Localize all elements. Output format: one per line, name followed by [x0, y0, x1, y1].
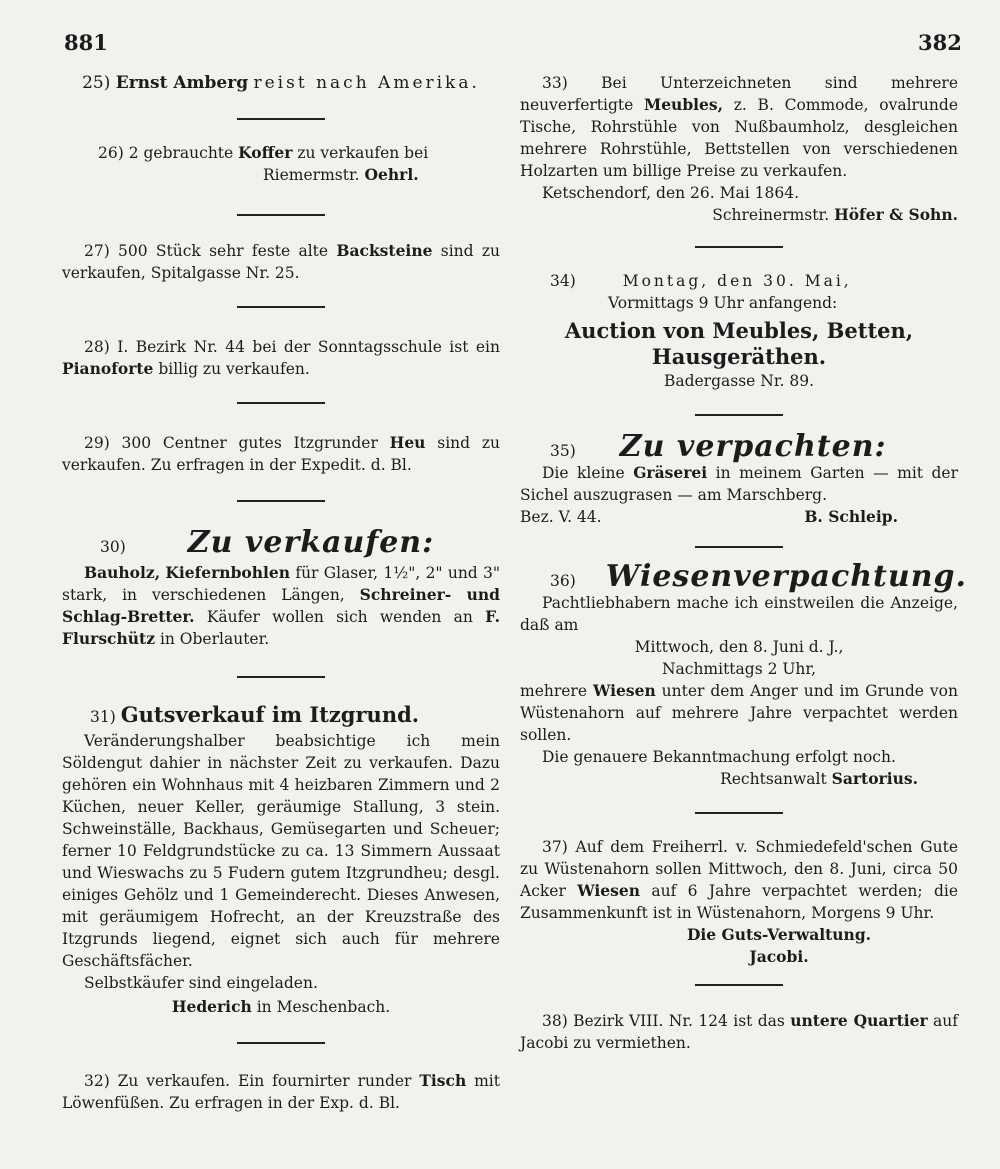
ad-keyword: Ernst Amberg	[115, 73, 249, 93]
ad-text: mehrere	[520, 682, 588, 700]
ad-text: Pachtliebhabern mache ich einstweilen die Anzeige, daß am	[520, 594, 958, 634]
ad-text: Montag, den 30. Mai,	[622, 272, 852, 290]
ad-text: auf 6 Jahre verpachtet werden; die Zusammenkunft ist in Wüstenahorn, Morgens 9 Uhr.	[520, 882, 958, 922]
ad-text: 26) 2 gebrauchte	[98, 144, 234, 162]
divider	[695, 246, 783, 248]
ad-31	[62, 704, 500, 1018]
ad-keyword: Pianoforte	[62, 359, 154, 378]
ad-text: Mittwoch, den 8. Juni d. J.,	[634, 638, 844, 656]
ad-text: in Oberlauter.	[159, 630, 270, 648]
ad-signature: F. Flurschütz	[62, 607, 500, 648]
right-column	[520, 72, 967, 1054]
ad-text: auf Jacobi zu vermiethen.	[520, 1012, 958, 1052]
ad-30	[62, 525, 500, 650]
ad-number: 34)	[550, 272, 576, 290]
ad-text: 38) Bezirk VIII. Nr. 124 ist das	[542, 1012, 785, 1030]
ad-25	[62, 72, 500, 94]
ad-text: Rechtsanwalt	[720, 770, 827, 788]
ad-text: sind zu verkaufen, Spitalgasse Nr. 25.	[62, 242, 500, 282]
ad-text: Ketschendorf, den 26. Mai 1864.	[542, 184, 799, 202]
ad-keyword: Heu	[389, 433, 426, 452]
ad-heading: Gutsverkauf im Itzgrund.	[120, 702, 420, 727]
ad-signature: Oehrl.	[364, 165, 419, 184]
ad-signature: Höfer & Sohn.	[834, 205, 958, 224]
divider	[237, 676, 325, 678]
ad-text: zu verkaufen bei	[297, 144, 429, 162]
ad-text: Schreinermstr.	[712, 206, 830, 224]
ad-text: Nachmittags 2 Uhr,	[661, 660, 817, 678]
divider	[237, 402, 325, 404]
divider	[237, 500, 325, 502]
divider	[237, 214, 325, 216]
ad-text: Selbstkäufer sind eingeladen.	[84, 974, 318, 992]
ad-heading: Zu verkaufen:	[187, 525, 435, 560]
ad-37	[520, 836, 958, 968]
ad-heading: Zu verpachten:	[619, 429, 887, 464]
page-number-left: 881	[64, 30, 108, 55]
ad-text: für Glaser, 1½", 2" und 3" stark, in verschiedenen Längen,	[62, 564, 500, 604]
ad-38	[520, 1010, 958, 1054]
ad-text: in meinem Garten — mit der Sichel auszugrasen — am Marschberg.	[520, 464, 959, 504]
divider	[695, 414, 783, 416]
ad-keyword: Schreiner- und Schlag-Bretter.	[62, 585, 500, 626]
ad-keyword: Backsteine	[336, 241, 433, 260]
page-number-right: 382	[918, 30, 962, 55]
ad-36	[520, 559, 967, 790]
ad-keyword: Bauholz,	[84, 563, 161, 582]
ad-text: z. B. Commode, ovalrunde Tische, Rohrstühle von Nußbaumholz, desgleichen mehrere Rohrstühle, Bettstellen von verschiedenen Holzarten um billige Preise zu verkaufen.	[520, 96, 958, 180]
ad-35	[520, 429, 959, 528]
ad-text: 32) Zu verkaufen. Ein fournirter runder	[84, 1072, 412, 1090]
ad-keyword: Wiesen	[577, 881, 640, 900]
ad-number: 30)	[100, 538, 126, 556]
ad-text: reist nach Amerika.	[253, 73, 480, 93]
ad-text: Veränderungshalber beabsichtige ich mein Söldengut dahier in nächster Zeit zu verkaufen. Dazu gehören ein Wohnhaus mit 4 heizbaren Zimmern und 2 Küchen, neuer Keller, geräumige Stallung, 3 stein. Schweinställe, Backhaus, Gemüsegarten und Scheuer; ferner 10 Feldgrundstücke zu ca. 13 Simmern Aussaat und Wieswachs zu 5 Fudern gutem Itzgrundheu; desgl. einiges Gehölz und 1 Gemeinderecht. Dieses Anwesen, mit geräumigem Hofrecht, an der Kreuzstraße des Itzgrunds liegend, eignet sich auch für mehrere Geschäftsfächer.	[62, 732, 500, 970]
ad-text: 29) 300 Centner gutes Itzgrunder	[84, 434, 378, 452]
divider	[237, 118, 325, 120]
ad-26	[62, 142, 500, 186]
ad-text: billig zu verkaufen.	[158, 360, 310, 378]
ad-keyword: Kiefernbohlen	[165, 563, 291, 582]
ad-text: Die kleine	[542, 464, 625, 482]
ad-signature: Jacobi.	[749, 947, 809, 966]
ad-number: 25)	[82, 73, 111, 93]
ad-text: 33) Bei Unterzeichneten sind mehrere neuverfertigte	[520, 74, 958, 114]
ad-keyword: Gräserei	[633, 463, 708, 482]
ad-text: in Meschenbach.	[256, 998, 391, 1016]
ad-text: Riemermstr.	[263, 166, 360, 184]
ad-text: Vormittags 9 Uhr anfangend:	[608, 294, 838, 312]
ad-28	[62, 336, 500, 380]
divider	[237, 1042, 325, 1044]
ad-keyword: Meubles,	[644, 95, 724, 114]
ad-number: 31)	[90, 708, 116, 726]
ad-text: Badergasse Nr. 89.	[663, 372, 815, 390]
ad-text: unter dem Anger und im Grunde von Wüstenahorn auf mehrere Jahre verpachtet werden sollen.	[520, 682, 958, 744]
ad-signature: B. Schleip.	[804, 507, 898, 526]
ad-text: sind zu verkaufen. Zu erfragen in der Expedit. d. Bl.	[62, 434, 500, 474]
ad-number: 35)	[550, 442, 576, 460]
ad-keyword: Koffer	[238, 143, 293, 162]
ad-text: mit Löwenfüßen. Zu erfragen in der Exp. d. Bl.	[62, 1072, 500, 1112]
ad-29	[62, 432, 500, 476]
ad-text: Käufer wollen sich wenden an	[206, 608, 473, 626]
ad-keyword: Tisch	[419, 1071, 467, 1090]
ad-signature: Sartorius.	[831, 769, 918, 788]
ad-text: Bez. V. 44.	[520, 508, 602, 526]
ad-heading: Auction von Meubles, Betten, Hausgeräthen.	[564, 318, 914, 369]
ad-34	[520, 270, 958, 392]
ad-signature: Hederich	[171, 997, 252, 1016]
left-column	[62, 72, 500, 1114]
divider	[695, 546, 783, 548]
ad-27	[62, 240, 500, 284]
ad-text: 37) Auf dem Freiherrl. v. Schmiedefeld'schen Gute zu Wüstenahorn sollen Mittwoch, den 8. Juni, circa 50 Acker	[520, 838, 958, 900]
ad-number: 36)	[550, 572, 576, 590]
ad-heading: Wiesenverpachtung.	[605, 559, 967, 594]
divider	[695, 984, 783, 986]
ad-text: 27) 500 Stück sehr feste alte	[84, 242, 329, 260]
ad-keyword: Wiesen	[592, 681, 656, 700]
ad-33	[520, 72, 958, 226]
ad-text: Die genauere Bekanntmachung erfolgt noch.	[542, 748, 896, 766]
divider	[237, 306, 325, 308]
divider	[695, 812, 783, 814]
ad-32	[62, 1070, 500, 1114]
ad-text: 28) I. Bezirk Nr. 44 bei der Sonntagsschule ist ein	[84, 338, 500, 356]
ad-signature: Die Guts-Verwaltung.	[686, 925, 872, 944]
ad-keyword: untere Quartier	[790, 1011, 928, 1030]
